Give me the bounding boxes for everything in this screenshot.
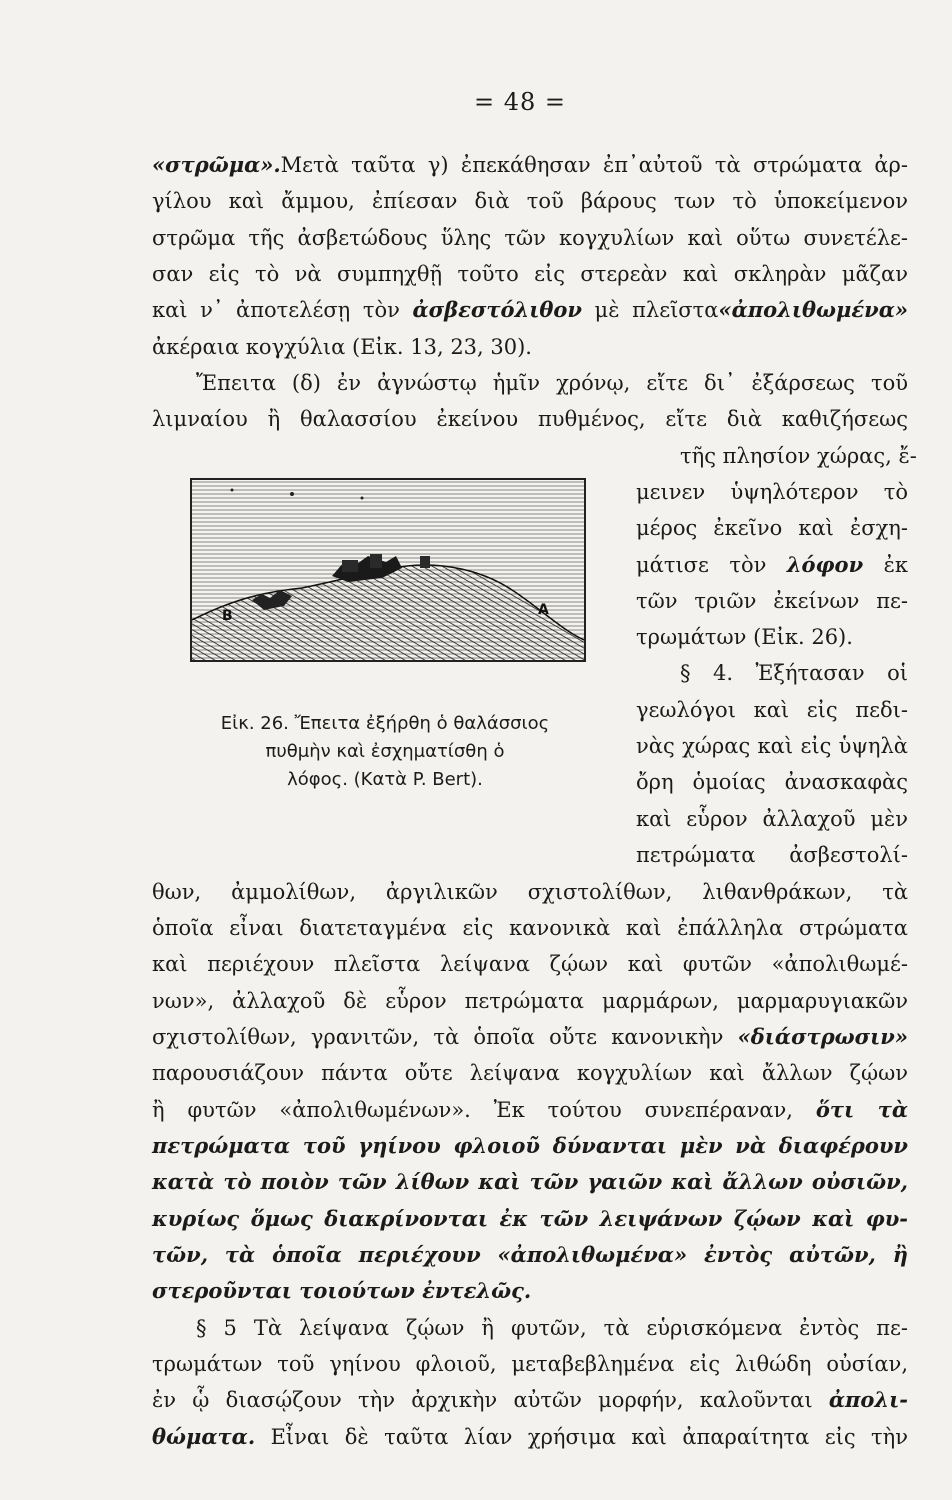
text-line: ἀκέραια κογχύλια (Εἰκ. 13, 23, 30). bbox=[152, 335, 532, 359]
text-line: ὄρη ὁμοίας ἀνασκαφὰς bbox=[636, 770, 908, 794]
text-line: γίλου καὶ ἄμμου, ἐπίεσαν διὰ τοῦ βάρους των τὸ ὑποκείμενον bbox=[152, 189, 908, 213]
text-line: στρῶμα τῆς ἀσβετώδους ὕλης τῶν κογχυλίων καὶ οὕτω συνετέλε- bbox=[152, 226, 908, 250]
text-line: νὰς χώρας καὶ εἰς ὑψηλὰ bbox=[636, 734, 908, 758]
text-line: ἐν ᾧ διασῴζουν τὴν ἀρχικὴν αὐτῶν μορφήν, καλοῦνται ἀπολι- bbox=[152, 1387, 908, 1412]
text-line: πετρώματα ἀσβεστολί- bbox=[636, 843, 908, 867]
text-line: μεινεν ὑψηλότερον τὸ bbox=[636, 480, 908, 504]
text-line: σαν εἰς τὸ νὰ συμπηχθῇ τοῦτο εἰς στερεὰν καὶ σκληρὰν μᾶζαν bbox=[152, 262, 908, 286]
text-line: τῶν, τὰ ὁποῖα περιέχουν «ἀπολιθωμένα» ἐντὸς αὐτῶν, ἢ bbox=[152, 1242, 908, 1267]
text-line: ἢ φυτῶν «ἀπολιθωμένων». Ἐκ τούτου συνεπέραναν, ὅτι τὰ bbox=[152, 1097, 908, 1122]
text-line: κυρίως ὅμως διακρίνονται ἐκ τῶν λειψάνων ζῴων καὶ φυ- bbox=[152, 1206, 908, 1231]
text-line: πετρώματα τοῦ γηίνου φλοιοῦ δύνανται μὲν νὰ διαφέρουν bbox=[152, 1133, 908, 1158]
text-line: θων, ἀμμολίθων, ἀργιλικῶν σχιστολίθων, λιθανθράκων, τὰ bbox=[152, 880, 908, 904]
text-line: παρουσιάζουν πάντα οὔτε λείψανα κογχυλίων καὶ ἄλλων ζῴων bbox=[152, 1061, 908, 1085]
text-line: κατὰ τὸ ποιὸν τῶν λίθων καὶ τῶν γαιῶν καὶ ἄλλων οὐσιῶν, bbox=[152, 1169, 908, 1194]
figure-hill-illustration bbox=[190, 478, 586, 662]
text-line: «στρῶμα».Μετὰ ταῦτα γ) ἐπεκάθησαν ἐπ᾿αὐτοῦ τὰ στρώματα ἀρ- bbox=[152, 152, 908, 177]
text-line: τῶν τριῶν ἐκείνων πε- bbox=[636, 589, 908, 613]
text-line: τρωμάτων τοῦ γηίνου φλοιοῦ, μεταβεβλημένα εἰς λιθώδη οὐσίαν, bbox=[152, 1352, 908, 1376]
text-line: καὶ ν᾿ ἀποτελέσῃ τὸν ἀσβεστόλιθον μὲ πλεῖστα«ἀπολιθωμένα» bbox=[152, 297, 908, 322]
text-line: τῆς πλησίον χώρας, ἔ- bbox=[680, 444, 917, 468]
text-line: καὶ περιέχουν πλεῖστα λείψανα ζῴων καὶ φυτῶν «ἀπολιθωμέ- bbox=[152, 952, 908, 976]
text-line: μάτισε τὸν λόφον ἐκ bbox=[636, 552, 908, 577]
text-line: τρωμάτων (Εἰκ. 26). bbox=[636, 625, 853, 649]
text-line: θώματα. Εἶναι δὲ ταῦτα λίαν χρήσιμα καὶ ἀπαραίτητα εἰς τὴν bbox=[152, 1424, 908, 1449]
text-line: σχιστολίθων, γρανιτῶν, τὰ ὁποῖα οὔτε κανονικὴν «διάστρωσιν» bbox=[152, 1024, 908, 1049]
text-line: στεροῦνται τοιούτων ἐντελῶς. bbox=[152, 1278, 532, 1303]
text-line: μέρος ἐκεῖνο καὶ ἐσχη- bbox=[636, 516, 908, 540]
text-line: γεωλόγοι καὶ εἰς πεδι- bbox=[636, 698, 908, 722]
text-line: λιμναίου ἢ θαλασσίου ἐκείνου πυθμένος, εἴτε διὰ καθιζήσεως bbox=[152, 407, 908, 431]
page-number: = 48 = bbox=[473, 88, 566, 116]
text-line: ὁποῖα εἶναι διατεταγμένα εἰς κανονικὰ καὶ ἐπάλληλα στρώματα bbox=[152, 916, 908, 940]
figure-label-right: Α bbox=[538, 602, 549, 618]
figure-label-left: Β bbox=[222, 608, 233, 624]
text-line: νων», ἀλλαχοῦ δὲ εὗρον πετρώματα μαρμάρων, μαρμαρυγιακῶν bbox=[152, 989, 908, 1013]
figure-caption: Εἰκ. 26. Ἔπειτα ἐξήρθη ὁ θαλάσσιος πυθμὴν καὶ ἐσχηματίσθη ὁ λόφος. (Κατὰ P. Bert). bbox=[220, 713, 550, 790]
text-line: § 5 Τὰ λείψανα ζῴων ἢ φυτῶν, τὰ εὑρισκόμενα ἐντὸς πε- bbox=[196, 1316, 908, 1340]
text-line: § 4. Ἐξήτασαν οἱ bbox=[680, 661, 908, 685]
text-line: Ἔπειτα (δ) ἐν ἀγνώστῳ ἡμῖν χρόνῳ, εἴτε δι᾿ ἐξάρσεως τοῦ bbox=[196, 371, 908, 395]
hill-engraving bbox=[192, 480, 584, 660]
text-line: καὶ εὗρον ἀλλαχοῦ μὲν bbox=[636, 807, 908, 831]
